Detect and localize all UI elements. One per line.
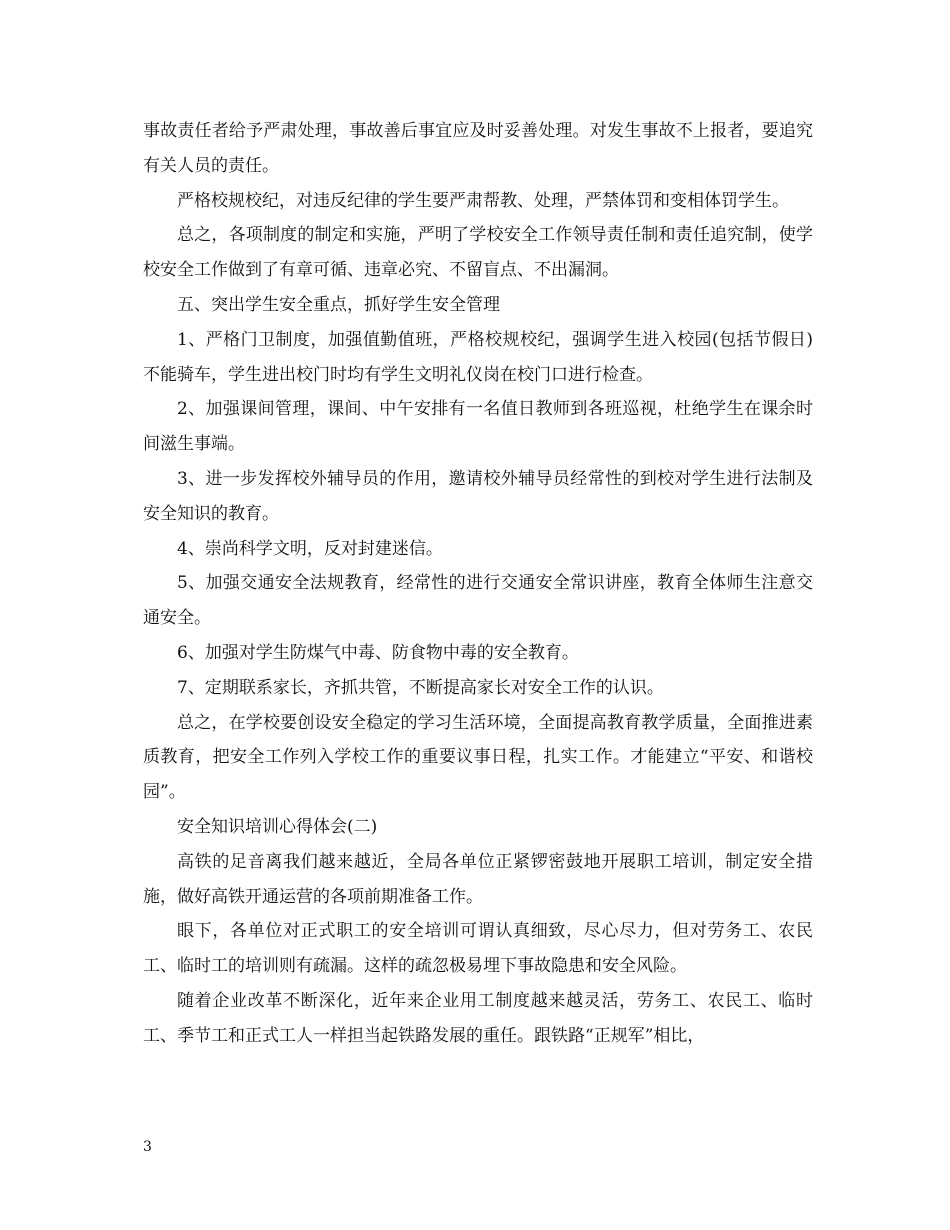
page-number: 3	[143, 1139, 152, 1155]
paragraph: 总之，在学校要创设安全稳定的学习生活环境，全面提高教育教学质量，全面推进素质教育，把安全工作列入学校工作的重要议事日程，扎实工作。才能建立“平安、和谐校园”。	[143, 712, 813, 803]
list-item: 3、进一步发挥校外辅导员的作用，邀请校外辅导员经常性的到校对学生进行法制及安全知识的教育。	[143, 468, 813, 524]
list-item: 6、加强对学生防煤气中毒、防食物中毒的安全教育。	[177, 642, 579, 663]
paragraph: 眼下，各单位对正式职工的安全培训可谓认真细致，尽心尽力，但对劳务工、农民工、临时工的培训则有疏漏。这样的疏忽极易埋下事故隐患和安全风险。	[143, 921, 813, 977]
paragraph: 高铁的足音离我们越来越近，全局各单位正紧锣密鼓地开展职工培训，制定安全措施，做好高铁开通运营的各项前期准备工作。	[143, 851, 813, 907]
paragraph: 事故责任者给予严肃处理，事故善后事宜应及时妥善处理。对发生事故不上报者，要追究有关人员的责任。	[143, 121, 813, 176]
section-heading: 五、突出学生安全重点，抓好学生安全管理	[177, 294, 500, 315]
list-item: 5、加强交通安全法规教育，经常性的进行交通安全常识讲座，教育全体师生注意交通安全。	[143, 573, 813, 629]
paragraph: 严格校规校纪，对违反纪律的学生要严肃帮教、处理，严禁体罚和变相体罚学生。	[177, 190, 789, 211]
paragraph: 随着企业改革不断深化，近年来企业用工制度越来越灵活，劳务工、农民工、临时工、季节工和正式工人一样担当起铁路发展的重任。跟铁路“正规军”相比，	[143, 990, 813, 1046]
section-heading: 安全知识培训心得体会(二)	[177, 816, 378, 837]
list-item: 1、严格门卫制度，加强值勤值班，严格校规校纪，强调学生进入校园(包括节假日)不能骑车，学生进出校门时均有学生文明礼仪岗在校门口进行检查。	[143, 329, 813, 385]
paragraph: 总之，各项制度的制定和实施，严明了学校安全工作领导责任制和责任追究制，使学校安全工作做到了有章可循、违章必究、不留盲点、不出漏洞。	[143, 225, 813, 281]
list-item: 7、定期联系家长，齐抓共管，不断提高家长对安全工作的认识。	[177, 677, 664, 698]
list-item: 2、加强课间管理，课间、中午安排有一名值日教师到各班巡视，杜绝学生在课余时间滋生事端。	[143, 399, 813, 455]
body-text	[143, 114, 813, 1054]
list-item: 4、崇尚科学文明，反对封建迷信。	[177, 538, 443, 559]
